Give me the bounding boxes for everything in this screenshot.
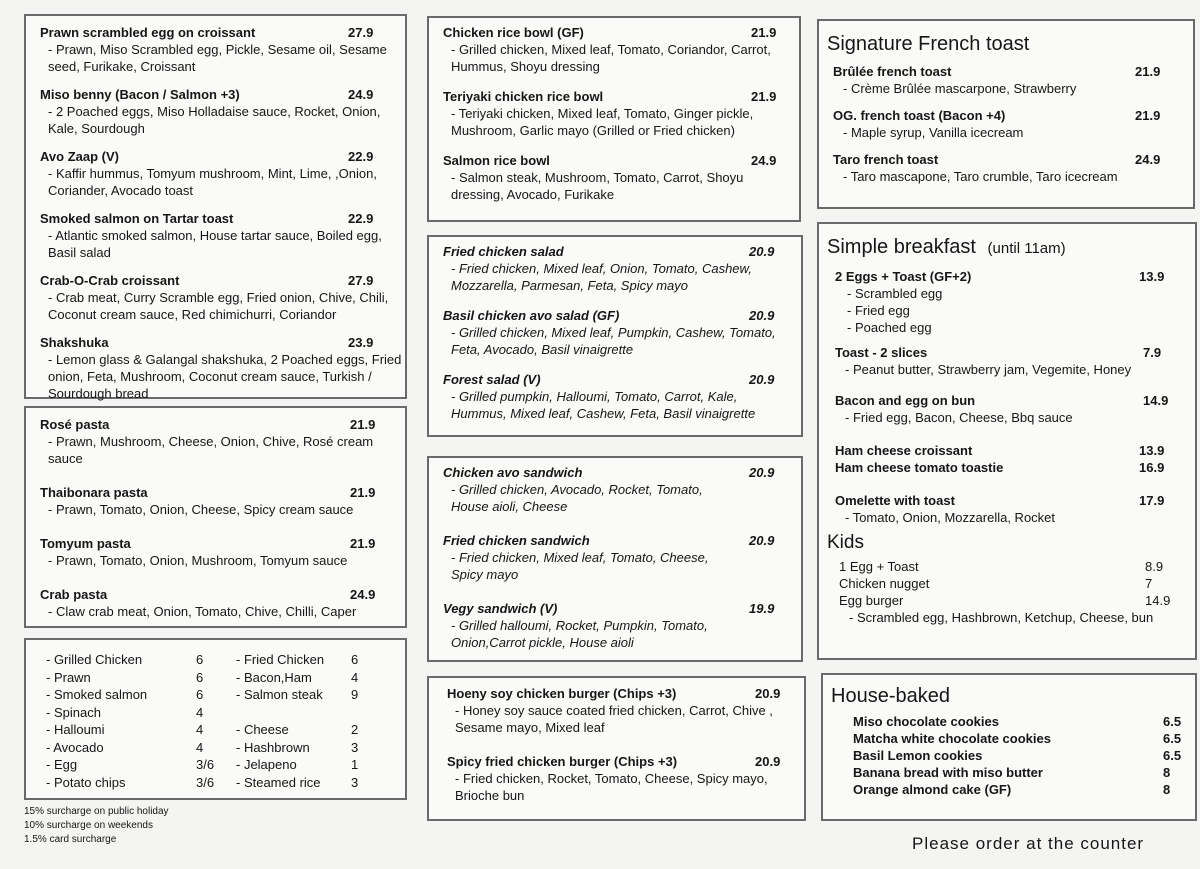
addon-name: - Cheese — [236, 722, 289, 737]
item-name: Teriyaki chicken rice bowl — [443, 89, 604, 104]
item-name: 1 Egg + Toast — [839, 559, 919, 574]
menu-item — [853, 747, 1189, 764]
item-desc: - Grilled chicken, Mixed leaf, Tomato, Coriandor, Carrot, Hummus, Shoyu dressing — [451, 42, 771, 74]
addon-name: - Halloumi — [46, 722, 105, 737]
item-desc: - Peanut butter, Strawberry jam, Vegemite, Honey — [845, 362, 1132, 377]
egg-option: - Fried egg — [847, 303, 910, 318]
item-desc: - Fried chicken, Mixed leaf, Onion, Tomato, Cashew, Mozzarella, Parmesan, Feta, Spicy mayo — [451, 261, 752, 293]
item-name: Crab-O-Crab croissant — [40, 273, 180, 288]
addon-name: - Salmon steak — [236, 687, 323, 702]
menu-item — [443, 152, 791, 203]
item-desc: - Kaffir hummus, Tomyum mushroom, Mint, Lime, ,Onion, Coriander, Avocado toast — [48, 166, 377, 198]
addon-name: - Jelapeno — [236, 757, 297, 772]
menu-item — [443, 600, 793, 651]
item-price: 24.9 — [751, 153, 777, 168]
item-price: 20.9 — [749, 244, 775, 259]
item-name: Basil Lemon cookies — [853, 748, 983, 763]
egg-option: - Poached egg — [847, 320, 932, 335]
item-desc: - Crème Brûlée mascarpone, Strawberry — [843, 81, 1077, 96]
item-price: 8.9 — [1145, 559, 1164, 574]
addon-price: 4 — [351, 669, 359, 685]
menu-item — [40, 210, 397, 261]
item-name: Smoked salmon on Tartar toast — [40, 211, 234, 226]
menu-item — [835, 392, 1189, 426]
menu-item — [40, 535, 397, 569]
item-desc: - Prawn, Miso Scrambled egg, Pickle, Sesame oil, Sesame seed, Furikake, Croissant — [48, 42, 387, 74]
item-desc: - Crab meat, Curry Scramble egg, Fried onion, Chive, Chili, Coconut cream sauce, Red chimichurri, Coriandor — [48, 290, 389, 322]
item-name: Miso benny (Bacon / Salmon +3) — [40, 87, 240, 102]
item-name: Egg burger — [839, 593, 904, 608]
order-at-counter-note: Please order at the counter — [912, 834, 1145, 853]
pasta-section — [24, 406, 407, 628]
breakfast-section — [24, 14, 407, 399]
item-desc: - Prawn, Tomato, Onion, Mushroom, Tomyum sauce — [48, 553, 348, 568]
item-price: 20.9 — [749, 372, 775, 387]
item-price: 21.9 — [350, 536, 376, 551]
menu-item — [835, 344, 1189, 378]
menu-item — [833, 151, 1187, 185]
item-name: Miso chocolate cookies — [853, 714, 999, 729]
kids-title: Kids — [827, 532, 864, 553]
item-desc: - Teriyaki chicken, Mixed leaf, Tomato, Ginger pickle, Mushroom, Garlic mayo (Grilled or Fried chicken) — [451, 106, 754, 138]
item-name: Ham cheese croissant — [835, 443, 973, 458]
item-price: 21.9 — [1135, 64, 1161, 79]
item-desc: - 2 Poached eggs, Miso Holladaise sauce, Rocket, Onion, Kale, Sourdough — [48, 104, 381, 136]
simple-breakfast-heading: Simple breakfast — [827, 236, 976, 258]
rice-bowl-list — [443, 24, 791, 203]
item-price: 6.5 — [1163, 748, 1182, 763]
item-desc: - Maple syrup, Vanilla icecream — [843, 125, 1024, 140]
item-name: OG. french toast (Bacon +4) — [833, 108, 1006, 123]
item-desc: - Fried chicken, Mixed leaf, Tomato, Cheese, Spicy mayo — [451, 550, 709, 582]
item-name: Fried chicken salad — [443, 244, 564, 259]
item-name: Bacon and egg on bun — [835, 393, 976, 408]
addon-price: 6 — [196, 687, 204, 702]
addons-section — [24, 638, 407, 800]
item-price: 27.9 — [348, 25, 374, 40]
item-price: 24.9 — [1135, 152, 1161, 167]
item-name: Brûlée french toast — [833, 64, 952, 79]
addon-name: - Hashbrown — [236, 739, 310, 755]
item-desc: - Atlantic smoked salmon, House tartar sauce, Boiled egg, Basil salad — [48, 228, 382, 260]
rice-bowl-section — [427, 16, 801, 222]
item-price: 13.9 — [1139, 269, 1165, 284]
addon-price: 9 — [351, 687, 359, 702]
item-price: 14.9 — [1145, 593, 1171, 608]
addon-name: - Steamed rice — [236, 774, 321, 790]
item-desc: - Lemon glass & Galangal shakshuka, 2 Poached eggs, Fried onion, Feta, Mushroom, Coconut cream sauce, Turkish / Sourdough bread — [48, 352, 402, 401]
menu-item — [833, 107, 1187, 141]
item-name: Matcha white chocolate cookies — [853, 731, 1051, 746]
burger-section — [427, 676, 806, 821]
item-desc: - Salmon steak, Mushroom, Tomato, Carrot, Shoyu dressing, Avocado, Furikake — [451, 170, 744, 202]
menu-item — [853, 781, 1189, 798]
item-price: 8 — [1163, 782, 1171, 797]
menu-item — [40, 272, 397, 323]
item-desc: - Claw crab meat, Onion, Tomato, Chive, Chilli, Caper — [48, 604, 357, 619]
menu-item — [853, 730, 1189, 747]
item-price: 22.9 — [348, 149, 374, 164]
simple-breakfast-hours: (until 11am) — [987, 240, 1066, 257]
item-name: Forest salad (V) — [443, 372, 541, 387]
item-name: Prawn scrambled egg on croissant — [40, 25, 256, 40]
french-toast-title: Signature French toast — [827, 33, 1030, 55]
house-baked-list — [831, 713, 1189, 798]
sandwich-section — [427, 456, 803, 662]
item-desc: - Tomato, Onion, Mozzarella, Rocket — [845, 510, 1056, 525]
menu-item — [40, 24, 397, 75]
menu-item — [853, 713, 1189, 730]
egg-option: - Scrambled egg — [847, 286, 943, 301]
salad-section — [427, 235, 803, 437]
addon-price: 6 — [196, 669, 204, 685]
addon-price — [351, 704, 391, 722]
addon-name: - Avocado — [46, 739, 104, 755]
note-weekends: 10% surcharge on weekends — [24, 820, 153, 831]
item-name: Tomyum pasta — [40, 536, 131, 551]
addon-price: 6 — [196, 652, 204, 667]
menu-item — [40, 334, 402, 402]
addon-price: 3 — [351, 774, 359, 790]
house-baked-section — [821, 673, 1197, 821]
item-desc: - Prawn, Mushroom, Cheese, Onion, Chive, Rosé cream sauce — [48, 434, 374, 466]
french-toast-list — [827, 63, 1187, 185]
item-name: Vegy sandwich (V) — [443, 601, 558, 616]
item-name: Omelette with toast — [835, 493, 955, 508]
item-desc: - Fried chicken, Rocket, Tomato, Cheese, Spicy mayo, Brioche bun — [455, 771, 768, 803]
addon-name — [236, 704, 351, 722]
item-name: Banana bread with miso butter — [853, 765, 1043, 780]
item-name: 2 Eggs + Toast (GF+2) — [835, 269, 972, 284]
item-name: Ham cheese tomato toastie — [835, 460, 1004, 475]
note-holiday: 15% surcharge on public holiday — [24, 806, 169, 817]
item-price: 22.9 — [348, 211, 374, 226]
item-name: Chicken rice bowl (GF) — [443, 25, 584, 40]
addon-price: 3/6 — [196, 774, 215, 790]
item-desc: - Fried egg, Bacon, Cheese, Bbq sauce — [845, 410, 1073, 425]
item-price: 19.9 — [749, 601, 775, 616]
simple-breakfast-section — [817, 222, 1197, 660]
item-name: Salmon rice bowl — [443, 153, 550, 168]
item-name: Orange almond cake (GF) — [853, 782, 1012, 797]
addon-price: 1 — [351, 757, 359, 772]
menu-item — [443, 24, 791, 75]
item-name: Taro french toast — [833, 152, 939, 167]
item-price: 7 — [1145, 576, 1153, 591]
surcharge-notes — [24, 805, 169, 847]
item-price: 20.9 — [749, 308, 775, 323]
kids-item — [839, 592, 1189, 609]
menu-item — [835, 268, 1189, 336]
kids-desc: - Scrambled egg, Hashbrown, Ketchup, Cheese, bun — [849, 610, 1154, 625]
menu-item — [40, 586, 397, 620]
menu-item — [443, 464, 793, 515]
item-name: Basil chicken avo salad (GF) — [443, 308, 620, 323]
menu-item — [835, 442, 1189, 459]
item-price: 21.9 — [751, 89, 777, 104]
addon-price: 4 — [196, 704, 204, 720]
item-desc: - Grilled chicken, Mixed leaf, Pumpkin, Cashew, Tomato, Feta, Avocado, Basil vinaigrette — [451, 325, 776, 357]
item-price: 27.9 — [348, 273, 374, 288]
item-name: Shakshuka — [40, 335, 109, 350]
simple-breakfast-title — [827, 234, 1189, 262]
addon-price: 3/6 — [196, 757, 215, 772]
addon-price: 3 — [351, 739, 359, 755]
item-name: Spicy fried chicken burger (Chips +3) — [447, 754, 678, 769]
kids-item — [839, 575, 1189, 592]
salad-list — [443, 243, 793, 422]
addon-name: - Egg — [46, 757, 78, 772]
note-card: 1.5% card surcharge — [24, 834, 117, 845]
addon-name: - Potato chips — [46, 774, 126, 790]
addon-name: - Spinach — [46, 704, 101, 720]
item-price: 20.9 — [755, 686, 781, 701]
menu-item — [447, 685, 800, 736]
item-price: 20.9 — [755, 754, 781, 769]
item-price: 8 — [1163, 765, 1171, 780]
item-name: Crab pasta — [40, 587, 108, 602]
item-price: 21.9 — [350, 485, 376, 500]
addon-name: - Smoked salmon — [46, 687, 148, 702]
item-name: Chicken avo sandwich — [443, 465, 583, 480]
item-price: 14.9 — [1143, 393, 1169, 408]
item-price: 13.9 — [1139, 443, 1165, 458]
item-price: 20.9 — [749, 465, 775, 480]
menu-item — [443, 88, 791, 139]
menu-item — [443, 532, 793, 583]
addon-price: 4 — [196, 739, 204, 755]
menu-item — [835, 492, 1189, 526]
item-desc: - Grilled halloumi, Rocket, Pumpkin, Tomato, Onion,Carrot pickle, House aioli — [451, 618, 708, 650]
item-name: Fried chicken sandwich — [443, 533, 590, 548]
menu-item — [40, 86, 397, 137]
item-desc: - Grilled pumpkin, Halloumi, Tomato, Carrot, Kale, Hummus, Mixed leaf, Cashew, Feta, Basil vinaigrette — [451, 389, 756, 421]
addon-price: 2 — [351, 722, 359, 737]
item-name: Thaibonara pasta — [40, 485, 148, 500]
item-price: 7.9 — [1143, 345, 1162, 360]
item-price: 21.9 — [350, 417, 376, 432]
item-desc: - Honey soy sauce coated fried chicken, Carrot, Chive , Sesame mayo, Mixed leaf — [455, 703, 773, 735]
menu-item — [835, 459, 1189, 476]
item-price: 6.5 — [1163, 714, 1182, 729]
addon-price: 4 — [196, 722, 204, 737]
item-price: 21.9 — [751, 25, 777, 40]
pasta-list — [40, 416, 397, 620]
menu-item — [853, 764, 1189, 781]
item-name: Avo Zaap (V) — [40, 149, 119, 164]
item-name: Chicken nugget — [839, 576, 930, 591]
kids-item — [839, 558, 1189, 575]
addon-name: - Grilled Chicken — [46, 652, 143, 667]
item-price: 23.9 — [348, 335, 374, 350]
addon-price: 6 — [351, 652, 359, 667]
item-price: 20.9 — [749, 533, 775, 548]
burger-list — [447, 685, 800, 804]
addon-name: - Fried Chicken — [236, 652, 325, 667]
item-desc: - Taro mascapone, Taro crumble, Taro icecream — [843, 169, 1118, 184]
item-desc: - Prawn, Tomato, Onion, Cheese, Spicy cream sauce — [48, 502, 354, 517]
french-toast-section — [817, 19, 1195, 209]
simple-breakfast-list — [827, 268, 1189, 526]
item-name: Toast - 2 slices — [835, 345, 928, 360]
item-price: 6.5 — [1163, 731, 1182, 746]
menu-item — [833, 63, 1187, 97]
sandwich-list — [443, 464, 793, 651]
item-price: 17.9 — [1139, 493, 1165, 508]
item-name: Rosé pasta — [40, 417, 110, 432]
menu-item — [40, 148, 397, 199]
house-baked-title: House-baked — [831, 685, 950, 707]
item-name: Hoeny soy chicken burger (Chips +3) — [447, 686, 677, 701]
item-price: 21.9 — [1135, 108, 1161, 123]
menu-item — [447, 753, 800, 804]
menu-item — [443, 371, 793, 422]
item-price: 24.9 — [348, 87, 374, 102]
menu-item — [443, 307, 793, 358]
menu-item — [443, 243, 793, 294]
item-price: 16.9 — [1139, 460, 1165, 475]
addon-name: - Prawn — [46, 669, 91, 685]
addon-name: - Bacon,Ham — [236, 669, 312, 685]
menu-item — [40, 416, 397, 467]
menu-item — [40, 484, 397, 518]
addons-grid — [46, 651, 397, 791]
kids-list — [827, 558, 1189, 626]
item-price: 24.9 — [350, 587, 376, 602]
breakfast-list — [40, 24, 402, 402]
item-desc: - Grilled chicken, Avocado, Rocket, Tomato, House aioli, Cheese — [451, 482, 703, 514]
